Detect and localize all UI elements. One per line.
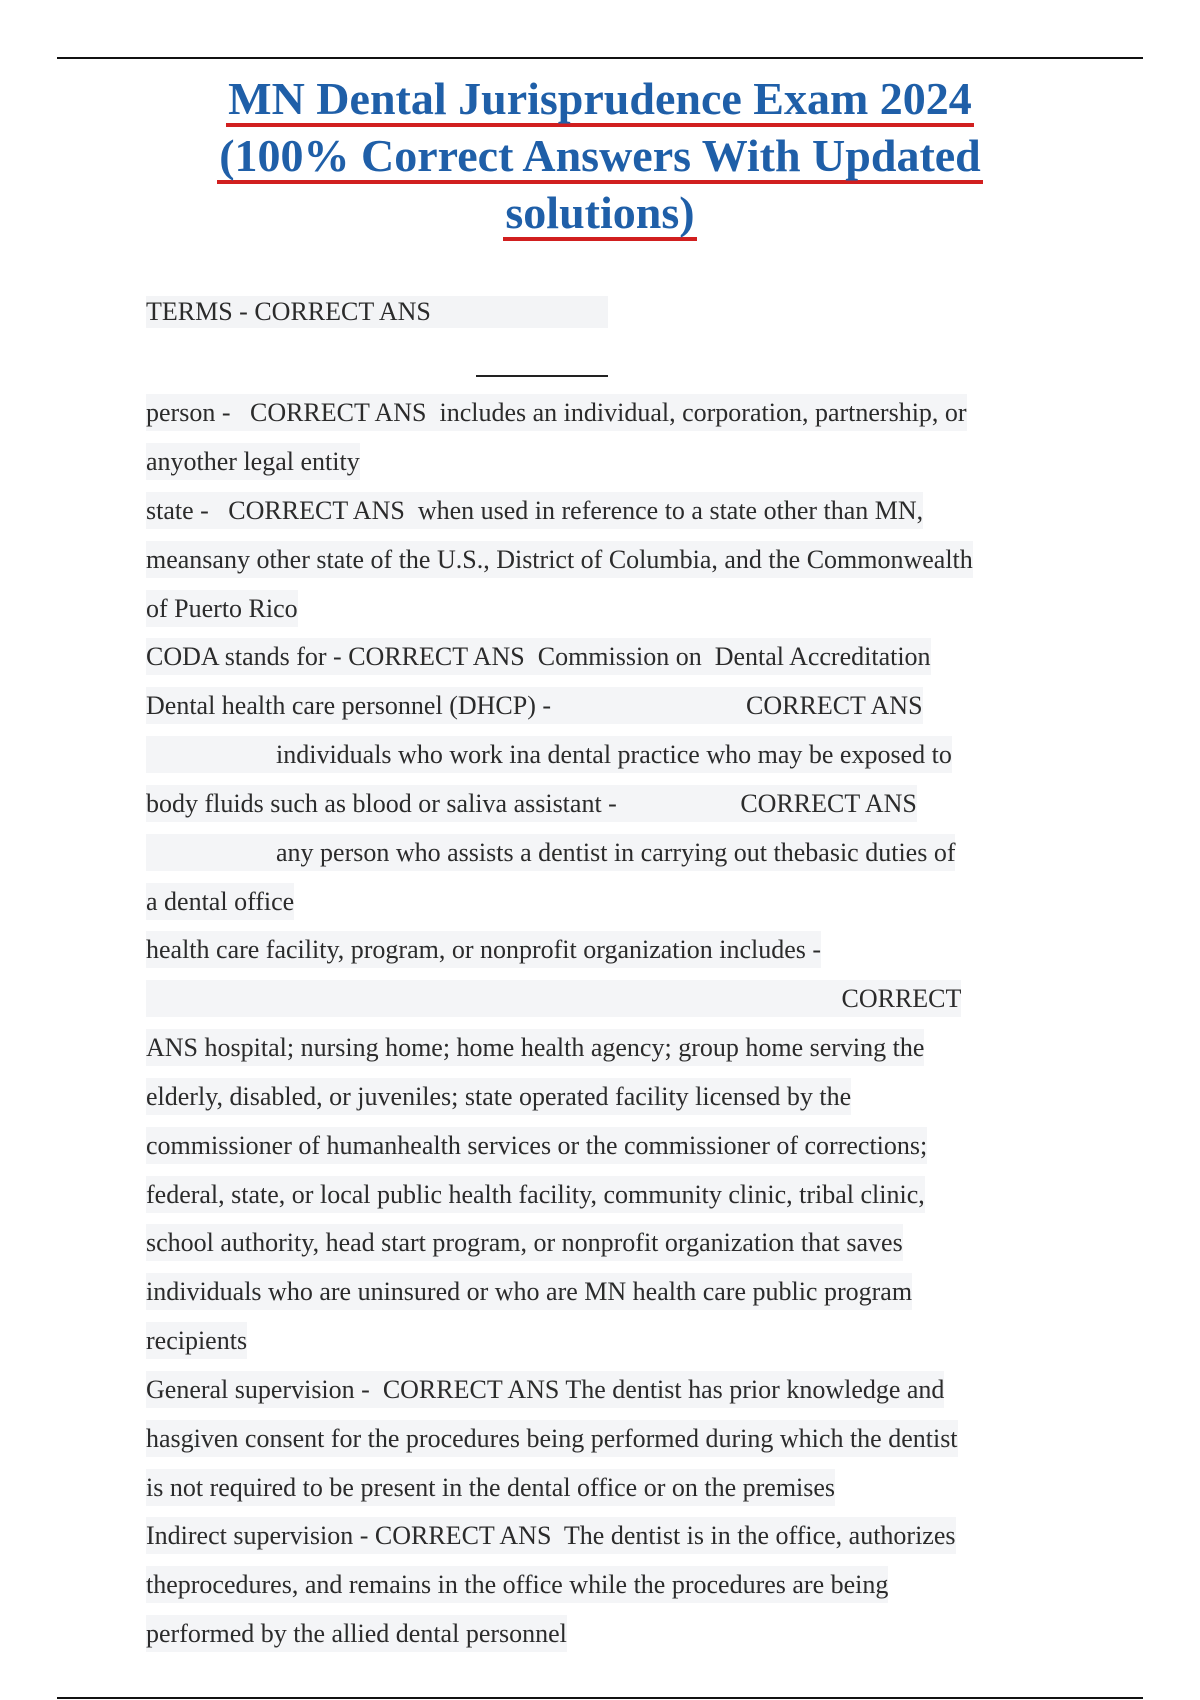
text-line: health care facility, program, or nonprofit organization includes - <box>146 931 821 968</box>
text-line: Indirect supervision - CORRECT ANS The dentist is in the office, authorizes <box>146 1517 956 1554</box>
text-line: Dental health care personnel (DHCP) - CORRECT ANS <box>146 687 923 724</box>
text-line: body fluids such as blood or saliva assistant - CORRECT ANS <box>146 785 917 822</box>
bottom-rule <box>57 1697 1143 1699</box>
text-line: meansany other state of the U.S., District of Columbia, and the Commonwealth <box>146 541 973 578</box>
title-line-2: (100% Correct Answers With Updated <box>217 132 983 184</box>
text-line: any person who assists a dentist in carrying out thebasic duties of <box>146 834 955 871</box>
text-line: CORRECT <box>146 980 961 1017</box>
text-line: hasgiven consent for the procedures being performed during which the dentist <box>146 1420 958 1457</box>
title-line-3: solutions) <box>503 189 696 241</box>
text-line: of Puerto Rico <box>146 590 298 627</box>
document-title <box>60 70 1140 241</box>
text-line: performed by the allied dental personnel <box>146 1615 567 1652</box>
text-line: recipients <box>146 1322 247 1359</box>
top-rule <box>57 57 1143 59</box>
terms-heading: TERMS - CORRECT ANS <box>146 296 608 328</box>
text-line: ANS hospital; nursing home; home health agency; group home serving the <box>146 1029 924 1066</box>
text-line: school authority, head start program, or nonprofit organization that saves <box>146 1224 903 1261</box>
text-line: anyother legal entity <box>146 443 360 480</box>
title-line-1: MN Dental Jurisprudence Exam 2024 <box>226 75 974 127</box>
text-line: state - CORRECT ANS when used in reference to a state other than MN, <box>146 492 923 529</box>
text-line: individuals who work ina dental practice who may be exposed to <box>146 736 952 773</box>
text-line: is not required to be present in the dental office or on the premises <box>146 1469 835 1506</box>
text-line: individuals who are uninsured or who are MN health care public program <box>146 1273 912 1310</box>
text-line: federal, state, or local public health facility, community clinic, tribal clinic, <box>146 1176 925 1213</box>
text-line: person - CORRECT ANS includes an individual, corporation, partnership, or <box>146 394 967 431</box>
text-line: General supervision - CORRECT ANS The dentist has prior knowledge and <box>146 1371 944 1408</box>
text-line: CODA stands for - CORRECT ANS Commission on Dental Accreditation <box>146 638 931 675</box>
terms-underline <box>476 375 608 377</box>
text-line: a dental office <box>146 883 294 920</box>
text-line: commissioner of humanhealth services or the commissioner of corrections; <box>146 1127 927 1164</box>
text-line: elderly, disabled, or juveniles; state operated facility licensed by the <box>146 1078 851 1115</box>
text-line: theprocedures, and remains in the office while the procedures are being <box>146 1566 888 1603</box>
